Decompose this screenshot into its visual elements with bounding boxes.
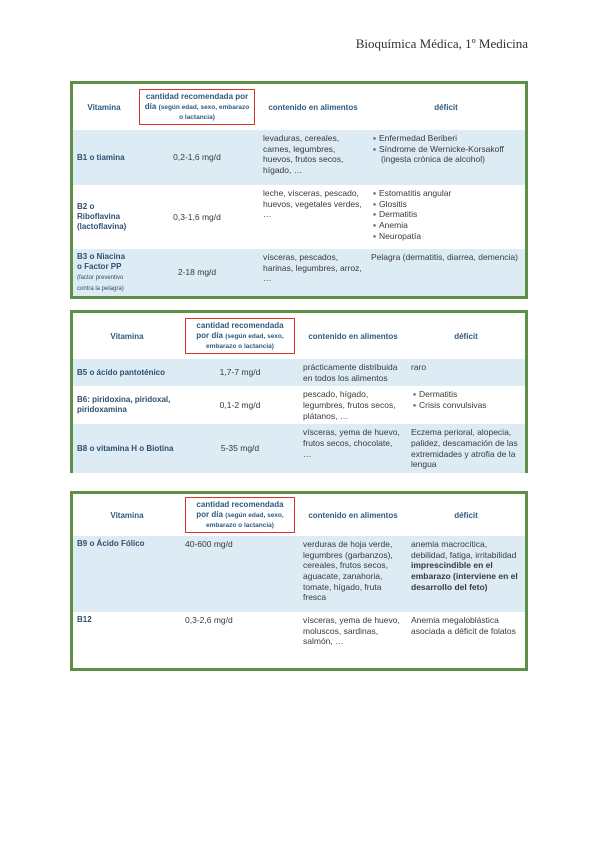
recommended-amount: 5-35 mg/d — [181, 424, 299, 473]
food-content: prácticamente distribuida en todos los alimentos — [299, 359, 407, 386]
deficit-cell — [367, 185, 525, 249]
header-vitamina: Vitamina — [110, 510, 144, 520]
deficit-item: ▪ Anemia — [381, 220, 521, 231]
table-header-row — [73, 494, 525, 536]
recommended-amount: 0,2-1,6 mg/d — [135, 130, 259, 185]
food-content: vísceras, pescados, harinas, legumbres, arroz, … — [259, 249, 367, 296]
deficit-item: ▪ Glositis — [381, 199, 521, 210]
vitamin-name: B6: piridoxina, piridoxal, piridoxamina — [77, 395, 171, 415]
table-row — [73, 536, 525, 612]
document-header: Bioquímica Médica, 1º Medicina — [355, 36, 528, 51]
header-deficit: déficit — [434, 102, 458, 112]
food-content: levaduras, cereales, carnes, legumbres, huevos, frutos secos, hígado, … — [259, 130, 367, 185]
vitamin-table-1 — [73, 84, 525, 296]
vitamin-note: (factor preventivo contra la pelagra) — [77, 275, 124, 292]
food-content: vísceras, yema de huevo, moluscos, sardinas, salmón, … — [303, 615, 400, 647]
deficit-cell: anemia macrocítica, debilidad, fatiga, irritabilidad imprescindible en el embarazo (interviene en el desarrollo del feto) — [407, 536, 525, 612]
table-panel-1 — [70, 81, 528, 299]
table-header-row — [73, 313, 525, 359]
deficit-item: ▪ Dermatitis — [381, 209, 521, 220]
deficit-cell: Eczema perioral, alopecia, palidez, descamación de las extremidades y atrofia de la lengua — [407, 424, 525, 473]
table-row — [73, 249, 525, 296]
header-vitamina: Vitamina — [110, 331, 144, 341]
table-row — [73, 359, 525, 386]
food-content: vísceras, yema de huevo, frutos secos, chocolate, … — [299, 424, 407, 473]
table-row — [73, 185, 525, 249]
table-panel-3 — [70, 491, 528, 671]
recommended-amount: 40-600 mg/d — [181, 536, 299, 612]
vitamin-name: B5 o ácido pantoténico — [73, 359, 181, 386]
food-content: leche, vísceras, pescado, huevos, vegetales verdes, … — [263, 188, 362, 220]
highlight-box: cantidad recomendada por día (según edad, sexo, embarazo o lactancia) — [185, 318, 295, 353]
header-cantidad — [181, 313, 299, 359]
recommended-amount: 0,3-1,6 mg/d — [173, 211, 221, 222]
deficit-cell — [407, 386, 525, 424]
vitamin-name: B9 o Ácido Fólico — [73, 536, 181, 612]
recommended-amount: 0,1-2 mg/d — [219, 399, 261, 410]
highlight-box: cantidad recomendada por día (según edad, sexo, embarazo o lactancia) — [139, 89, 255, 124]
vitamin-name: B3 o Niacina o Factor PP (factor preventivo contra la pelagra) — [73, 249, 135, 296]
food-content: pescado, hígado, legumbres, frutos secos, plátanos, … — [303, 389, 396, 421]
header-deficit: déficit — [454, 331, 478, 341]
recommended-amount: 0,3-2,6 mg/d — [185, 615, 233, 625]
deficit-cell: raro — [407, 359, 525, 386]
food-content: verduras de hoja verde, legumbres (garbanzos), cereales, frutos secos, aguacate, zanahoria, tomate, hígado, fruta fresca — [299, 536, 407, 612]
table-row — [73, 386, 525, 424]
vitamin-name: B2 o Riboflavina (lactoflavina) — [77, 202, 127, 231]
deficit-item: ▪ Síndrome de Wernicke-Korsakoff (ingesta crónica de alcohol) — [381, 144, 521, 165]
header-cantidad — [181, 494, 299, 536]
recommended-amount: 1,7-7 mg/d — [181, 359, 299, 386]
table-row — [73, 612, 525, 662]
deficit-item: ▪ Enfermedad Beriberi — [381, 133, 521, 144]
recommended-amount: 2-18 mg/d — [135, 249, 259, 296]
table-row — [73, 424, 525, 473]
deficit-cell: Pelagra (dermatitis, diarrea, demencia) — [367, 249, 525, 296]
deficit-cell — [367, 130, 525, 185]
table-row — [73, 130, 525, 185]
vitamin-name: B8 o vitamina H o Biotina — [73, 424, 181, 473]
deficit-emphasis: imprescindible en el embarazo (interviene en el desarrollo del feto) — [411, 560, 518, 592]
header-contenido: contenido en alimentos — [308, 510, 398, 520]
deficit-cell: Anemia megaloblástica asociada a déficit de folatos — [411, 615, 516, 636]
vitamin-name: B1 o tiamina — [73, 130, 135, 185]
deficit-item: ▪ Neuropatía — [381, 231, 521, 242]
vitamin-name: B12 — [77, 615, 92, 624]
deficit-item: ▪ Crisis convulsivas — [421, 400, 521, 411]
header-contenido: contenido en alimentos — [308, 331, 398, 341]
highlight-box: cantidad recomendada por día (según edad, sexo, embarazo o lactancia) — [185, 497, 295, 532]
header-contenido: contenido en alimentos — [268, 102, 358, 112]
deficit-item: ▪ Dermatitis — [421, 389, 521, 400]
vitamin-table-2 — [73, 313, 525, 473]
vitamin-table-3 — [73, 494, 525, 662]
table-panel-2 — [70, 310, 528, 473]
header-deficit: déficit — [454, 510, 478, 520]
header-cantidad — [135, 84, 259, 130]
deficit-item: ▪ Estomatitis angular — [381, 188, 521, 199]
table-header-row — [73, 84, 525, 130]
header-vitamina: Vitamina — [87, 102, 121, 112]
